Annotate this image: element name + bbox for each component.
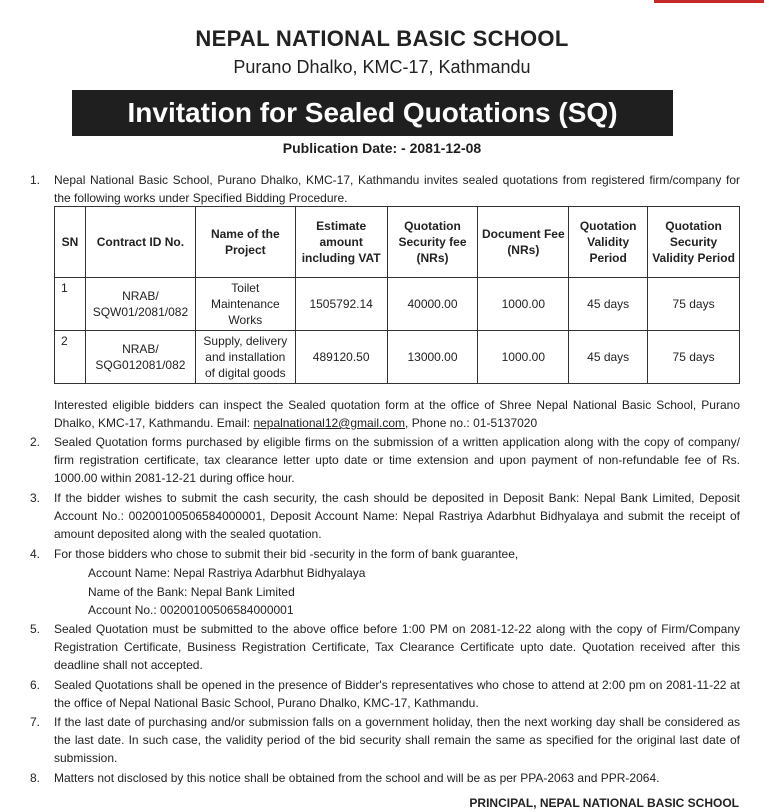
table-cell: NRAB/ SQW01/2081/082 [85, 278, 195, 331]
item-number: 6. [30, 678, 41, 692]
item-number: 1. [30, 173, 41, 187]
table-header: SN [55, 207, 86, 278]
item-2-text: Sealed Quotation forms purchased by eligible firms on the submission of a written application along with the copy of company/ firm registration certificate, tax clearance letter upto date or time extension and upon payment of non-refundable fee of Rs. 1000.00 within 2081-12-21 during office hour. [54, 435, 740, 485]
school-name: NEPAL NATIONAL BASIC SCHOOL [195, 26, 569, 51]
item-number: 8. [30, 771, 41, 785]
corner-accent-bar [654, 0, 764, 3]
table-cell: 1000.00 [478, 278, 569, 331]
item-5-text: Sealed Quotation must be submitted to the above office before 1:00 PM on 2081-12-22 along with the copy of Firm/Company Registration Certificate, Business Registration Certificate, Tax Clearance Certificate upto date. Quotation received after this deadline shall not accepted. [54, 622, 740, 672]
item-number: 7. [30, 715, 41, 729]
item-7-text: If the last date of purchasing and/or submission falls on a government holiday, then the next working day shall be considered as the last date. In such case, the validity period of the bid security shall remain the same as specified for the original last date of submission. [54, 715, 740, 765]
table-cell: 45 days [569, 331, 648, 384]
table-cell: 75 days [648, 278, 740, 331]
table-header: Quotation Security fee (NRs) [387, 207, 478, 278]
item-number: 4. [30, 547, 41, 561]
table-header-row [55, 207, 740, 278]
table-cell: 13000.00 [387, 331, 478, 384]
table-header: Name of the Project [195, 207, 295, 278]
table-row [55, 278, 740, 331]
table-header: Contract ID No. [85, 207, 195, 278]
table-header: Estimate amount including VAT [295, 207, 387, 278]
table-header: Document Fee (NRs) [478, 207, 569, 278]
item-number: 5. [30, 622, 41, 636]
table-cell: 1 [55, 278, 86, 331]
item-number: 2. [30, 435, 41, 449]
item-3-text: If the bidder wishes to submit the cash security, the cash should be deposited in Deposit Bank: Nepal Bank Limited, Deposit Account No.: 00200100506584000001, Deposit Account Name: Nepal Rastriya Adarbhut Bidhyalaya and submit the receipt of amount deposited along with the sealed quotation. [54, 491, 740, 541]
works-table [54, 206, 740, 384]
inspection-text: Interested eligible bidders can inspect the Sealed quotation form at the office of Shree Nepal National Basic School, Purano Dhalko, KMC-17, Kathmandu. Email: [54, 398, 740, 430]
table-row [55, 331, 740, 384]
bank-name: Name of the Bank: Nepal Bank Limited [88, 585, 295, 599]
account-number: Account No.: 00200100506584000001 [88, 603, 294, 617]
table-cell: 75 days [648, 331, 740, 384]
item-1-text: Nepal National Basic School, Purano Dhalko, KMC-17, Kathmandu invites sealed quotations from registered firm/company for the following works under Specified Bidding Procedure. [54, 173, 740, 205]
publication-date: Publication Date: - 2081-12-08 [282, 140, 482, 156]
notice-title-banner [72, 90, 673, 136]
notice-title: Invitation for Sealed Quotations (SQ) [127, 97, 618, 128]
table-cell: 40000.00 [387, 278, 478, 331]
table-cell: Supply, delivery and installation of digital goods [195, 331, 295, 384]
email-link[interactable]: nepalnational12@gmail.com [253, 416, 406, 430]
item-number: 3. [30, 491, 41, 505]
table-cell: 1505792.14 [295, 278, 387, 331]
table-cell: 1000.00 [478, 331, 569, 384]
school-address: Purano Dhalko, KMC-17, Kathmandu [233, 57, 531, 77]
inspection-info [54, 396, 740, 432]
item-4-text: For those bidders who chose to submit their bid -security in the form of bank guarantee, [54, 547, 519, 561]
table-cell: 489120.50 [295, 331, 387, 384]
table-header: Quotation Security Validity Period [648, 207, 740, 278]
table-cell: 2 [55, 331, 86, 384]
table-cell: NRAB/ SQG012081/082 [85, 331, 195, 384]
table-cell: 45 days [569, 278, 648, 331]
table-cell: Toilet Maintenance Works [195, 278, 295, 331]
table-header: Quotation Validity Period [569, 207, 648, 278]
phone-text: , Phone no.: 01-5137020 [405, 416, 538, 430]
item-8-text: Matters not disclosed by this notice shall be obtained from the school and will be as per PPA-2063 and PPR-2064. [54, 771, 660, 785]
account-name: Account Name: Nepal Rastriya Adarbhut Bidhyalaya [88, 566, 366, 580]
item-6-text: Sealed Quotations shall be opened in the presence of Bidder's representatives who chose to attend at 2:00 pm on 2081-11-22 at the office of Nepal National Basic School, Purano Dhalko, KMC-17, Kathmandu. [54, 678, 740, 710]
principal-signature: PRINCIPAL, NEPAL NATIONAL BASIC SCHOOL [469, 796, 739, 810]
